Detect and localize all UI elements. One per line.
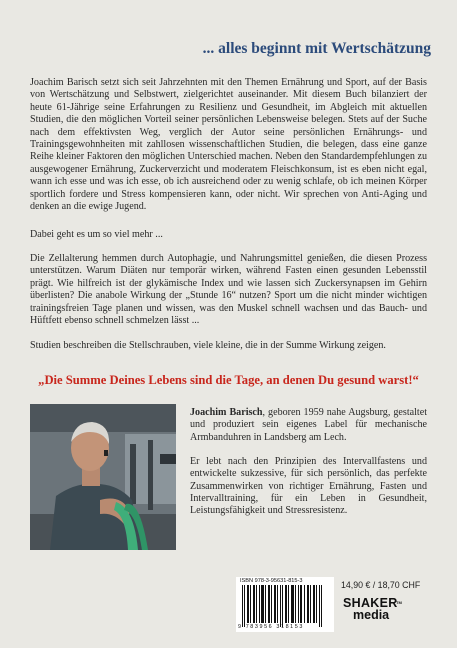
isbn-barcode (236, 577, 334, 632)
detail-paragraph: Die Zellalterung hemmen durch Autophagie, und Nahrungsmittel genießen, die diesen Prozess unterstützen. Warum Diäten nur temporär wirken, während Fasten einen gesunden Lebensstil prägt. Wie hilfreich ist der glykämische Index und wie lassen sich Zuckersynapsen im Gehirn überlisten? Die anabole Wirkung der „Stunde 16“ nutzen? Sport um die nicht minder wichtigen trainingsfreien Tage planen und wissen, was den Muskel schnell wachsen und das Bauch- und Hüftfett ebenso schnell schmelzen lässt ... (30, 253, 427, 327)
publisher-logo-line2: media (353, 608, 390, 622)
barcode-digits: 9 783956 318153 (238, 624, 304, 630)
publisher-logo-tm: TM (396, 600, 402, 605)
headline: ... alles beginnt mit Wertschätzung (202, 40, 431, 57)
transition-line: Dabei geht es um so viel mehr ... (30, 229, 163, 240)
price-label: 14,90 € / 18,70 CHF (341, 580, 421, 590)
publisher-logo (343, 596, 402, 622)
author-photo (30, 404, 176, 550)
intro-paragraph: Joachim Barisch setzt sich seit Jahrzehnten mit den Themen Ernährung und Sport, auf der Basis von Wertschätzung und Selbstwert, zielgerichtet auseinander. Mit diesem Buch bilanziert der heute 61-Jährige seine Erfahrungen zu Resilienz und Gesundheit, im Abgleich mit aktuellen Studien, die den möglichen Vorteil seiner persönlichen Lebensweise belegen. Stets auf der Suche nach dem effektivsten Weg, verglich der Autor seine persönlichen Ernährungs- und Trainingsgewohnheiten mit zahllosen wissenschaftlichen Studien, die belegen, dass eine ganze Reihe kleiner Faktoren den möglichen Unterschied machen. Neben den Standardempfehlungen zu ausgewogener Ernährung, Zuckerverzicht und moderatem Fleischkonsum, ist es eben nicht egal, wann ich esse und was ich esse, ob ich ausreichend oder zu wenig schlafe, ob ich meinen Körper sportlich fordere und Stress kompensieren kann, oder nicht. Wir sprechen von Anti-Aging und denken an die ewige Jugend. (30, 77, 427, 213)
author-name: Joachim Barisch (190, 407, 263, 418)
author-photo-illustration (30, 404, 176, 550)
isbn-label: ISBN 978-3-95631-815-3 (240, 578, 303, 584)
publisher-logo-line1: SHAKER (343, 596, 398, 610)
closing-line: Studien beschreiben die Stellschrauben, viele kleine, die in der Summe Wirkung zeigen. (30, 340, 386, 351)
author-bio-intro (190, 407, 427, 444)
author-bio-text: Er lebt nach den Prinzipien des Intervallfastens und entwickelte sukzessive, für sich persönlich, das perfekte Zusammenwirken von richtiger Ernährung, Fasten und Intervalltraining, für ein Leben in Gesundheit, Leistungsfähigkeit und Stressresistenz. (190, 456, 427, 517)
highlight-quote: „Die Summe Deines Lebens sind die Tage, an denen Du gesund warst!“ (38, 373, 419, 387)
author-bio-intro-text: , geboren 1959 nahe Augsburg, gestaltet und produziert sein eigenes Label für mechanische Armbanduhren in Landsberg am Lech. (190, 407, 427, 443)
